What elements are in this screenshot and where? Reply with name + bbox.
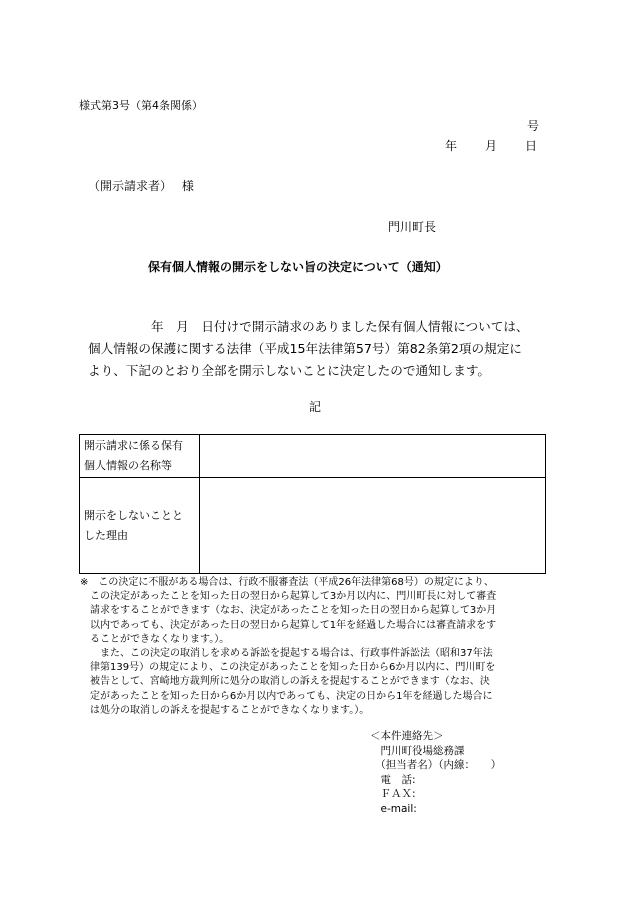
- body-paragraph: [88, 316, 529, 382]
- table-label-line: 開示請求に係る保有: [84, 439, 183, 452]
- table-label-line: 開示をしないことと: [84, 508, 183, 522]
- note-line: は処分の取消しの訴えを提起することができなくなります。）。: [80, 704, 370, 716]
- body-line: より、下記のとおり全部を開示しないことに決定したので通知します。: [88, 363, 490, 378]
- ki-heading: 記: [309, 400, 322, 414]
- sender: 門川町長: [388, 220, 437, 234]
- date-day: 日: [525, 139, 538, 153]
- contact-block: [370, 729, 501, 816]
- date-month: 月: [485, 139, 498, 153]
- table-label: [80, 435, 200, 478]
- note-line: 定があったことを知った日から6か月以内であっても、決定の日から1年を経過した場合に: [80, 690, 493, 702]
- table-label: [80, 478, 200, 574]
- note-line: ることができなくなります。）。: [80, 633, 230, 645]
- recipient: （開示請求者） 様: [88, 179, 194, 193]
- table-value: [200, 478, 546, 574]
- document-number-label: 号: [527, 119, 540, 133]
- table-label-line: 個人情報の名称等: [84, 459, 172, 472]
- table-row: [80, 435, 546, 478]
- contact-person: （担当者名）（内線： ）: [370, 759, 502, 771]
- note-line: 請求をすることができます（なお、決定があったことを知った日の翌日から起算して3か月: [80, 605, 497, 617]
- contact-email: e-mail:: [370, 802, 417, 815]
- contact-fax: ＦＡＸ:: [370, 788, 416, 800]
- body-line: 個人情報の保護に関する法律（平成15年法律第57号）第82条第2項の規定に: [88, 341, 522, 356]
- note-line: 律第139号）の規定により、この決定があったことを知った日から6か月以内に、門川町を: [80, 662, 496, 674]
- document-title: 保有個人情報の開示をしない旨の決定について（通知）: [148, 260, 448, 274]
- note-line: ※ この決定に不服がある場合は、行政不服審査法（平成26年法律第68号）の規定により、: [80, 577, 494, 588]
- info-table: [79, 434, 546, 574]
- notes-section: [80, 576, 562, 718]
- note-line: 以内であっても、決定があった日の翌日から起算して1年を経過した場合には審査請求をす: [80, 619, 497, 631]
- date-line: [445, 137, 537, 154]
- contact-phone: 電 話:: [370, 773, 416, 786]
- form-number: 様式第3号（第4条関係）: [79, 99, 203, 112]
- contact-department: 門川町役場総務課: [370, 744, 465, 757]
- date-year: 年: [445, 139, 458, 153]
- table-label-line: した理由: [84, 528, 128, 542]
- table-row: [80, 478, 546, 574]
- body-line: 年 月 日付けで開示請求のありました保有個人情報については、: [88, 319, 529, 334]
- table-value: [200, 435, 546, 478]
- contact-heading: ＜本件連絡先＞: [370, 730, 444, 742]
- note-line: また、この決定の取消しを求める訴訟を提起する場合は、行政事件訴訟法（昭和37年法: [80, 648, 493, 660]
- note-line: この決定があったことを知った日の翌日から起算して3か月以内に、門川町長に対して審査: [80, 591, 497, 603]
- note-line: 被告として、宮崎地方裁判所に処分の取消しの訴えを提起することができます（なお、決: [80, 676, 490, 688]
